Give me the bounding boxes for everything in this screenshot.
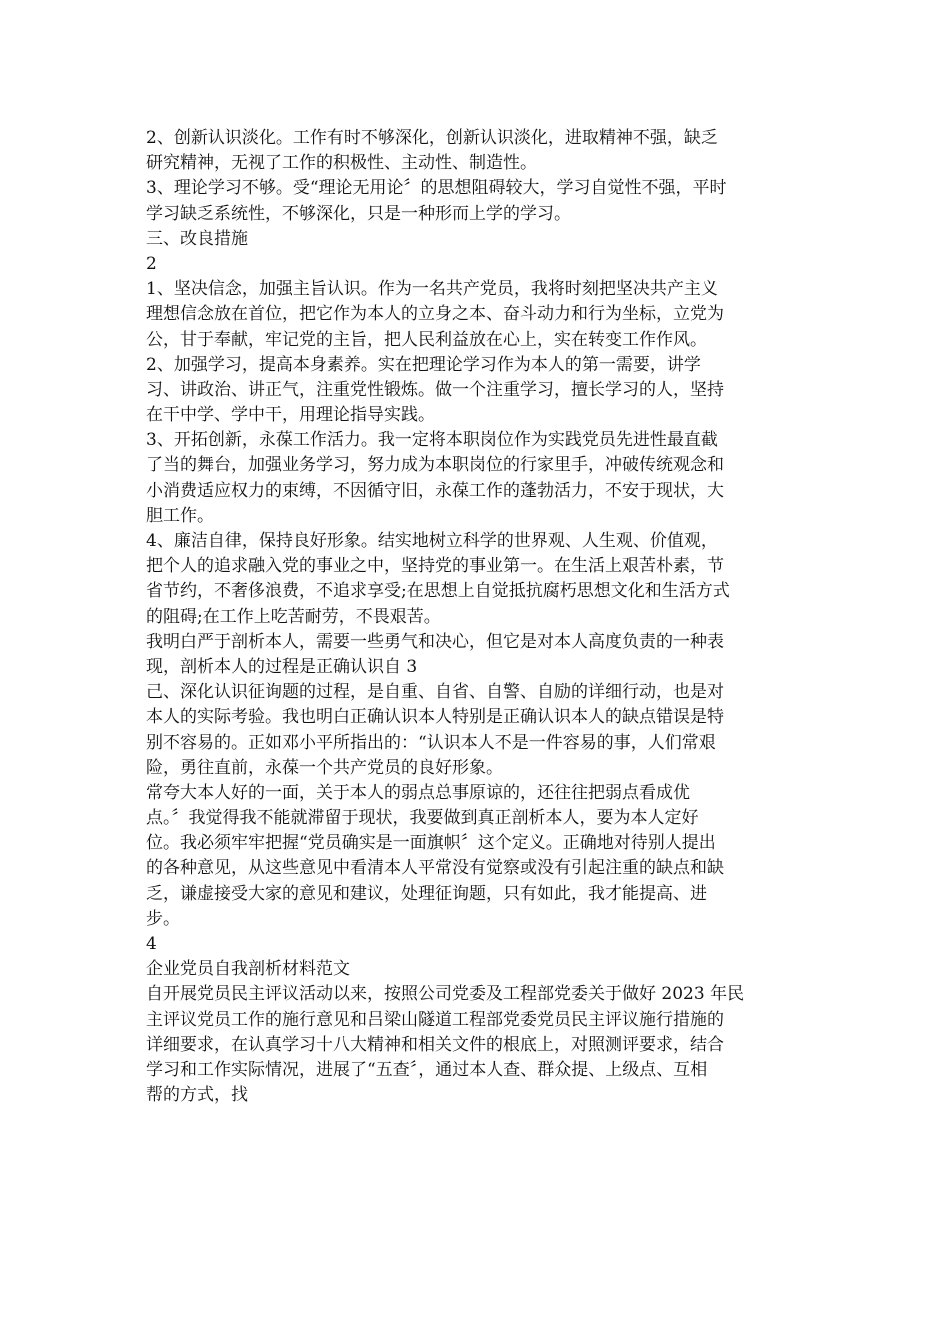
text-line: 4、廉洁自律，保持良好形象。结实地树立科学的世界观、人生观、价值观，	[146, 531, 718, 551]
text-line: 2、加强学习，提高本身素养。实在把理论学习作为本人的第一需要，讲学	[146, 354, 701, 375]
text-line: 主评议党员工作的施行意见和吕梁山隧道工程部党委党员民主评议施行措施的	[146, 1009, 724, 1030]
text-line: 自开展党员民主评议活动以来，按照公司党委及工程部党委关于做好 2023 年民	[146, 984, 745, 1005]
text-line: 习、讲政治、讲正气，注重党性锻炼。做一个注重学习，擅长学习的人，坚持	[146, 379, 724, 400]
document-title: 企业党员自我剖析材料范文	[146, 959, 350, 980]
text-line: 常夸大本人好的一面，关于本人的弱点总事原谅的，还往往把弱点看成优	[146, 782, 690, 803]
text-line: 2、创新认识淡化。工作有时不够深化，创新认识淡化，进取精神不强，缺乏	[146, 128, 718, 148]
text-line: 点。〞我觉得我不能就滞留于现状，我要做到真正剖析本人，要为本人定好	[146, 808, 699, 829]
text-line: 在干中学、学中干，用理论指导实践。	[146, 405, 435, 426]
text-line: 本人的实际考验。我也明白正确认识本人特别是正确认识本人的缺点错误是特	[146, 707, 724, 728]
text-line: 小消费适应权力的束缚，不因循守旧，永葆工作的蓬勃活力，不安于现状，大	[146, 480, 724, 501]
page-number: 2	[146, 253, 157, 274]
text-line: 把个人的追求融入党的事业之中，坚持党的事业第一。在生活上艰苦朴素，节	[146, 556, 724, 577]
text-line: 公，甘于奉献，牢记党的主旨，把人民利益放在心上，实在转变工作作风。	[146, 329, 707, 350]
text-line: 3、开拓创新，永葆工作活力。我一定将本职岗位作为实践党员先进性最直截	[146, 430, 718, 451]
text-line: 3、理论学习不够。受“理论无用论〞的思想阻碍较大，学习自觉性不强，平时	[146, 178, 727, 199]
text-line: 了当的舞台，加强业务学习，努力成为本职岗位的行家里手，冲破传统观念和	[146, 455, 724, 476]
text-line: 详细要求，在认真学习十八大精神和相关文件的根底上，对照测评要求，结合	[146, 1034, 724, 1055]
text-line: 别不容易的。正如邓小平所指出的：“认识本人不是一件容易的事，人们常艰	[146, 732, 716, 753]
text-line: 胆工作。	[146, 505, 214, 526]
text-line: 理想信念放在首位，把它作为本人的立身之本、奋斗动力和行为坐标，立党为	[146, 304, 724, 325]
text-line: 的各种意见，从这些意见中看清本人平常没有觉察或没有引起注重的缺点和缺	[146, 858, 724, 879]
text-line: 现，剖析本人的过程是正确认识自 3	[146, 656, 418, 677]
text-line: 步。	[146, 908, 180, 929]
text-line: 省节约，不奢侈浪费，不追求享受;在思想上自觉抵抗腐朽思想文化和生活方式	[146, 581, 730, 602]
text-line: 帮的方式，找	[146, 1085, 248, 1106]
text-line: 位。我必须牢牢把握“党员确实是一面旗帜〞这个定义。正确地对待别人提出	[146, 833, 716, 854]
text-line: 1、坚决信念，加强主旨认识。作为一名共产党员，我将时刻把坚决共产主义	[146, 279, 718, 300]
page-number: 4	[146, 934, 157, 954]
text-line: 己、深化认识征询题的过程，是自重、自省、自警、自励的详细行动，也是对	[146, 682, 724, 703]
text-line: 的阻碍;在工作上吃苦耐劳，不畏艰苦。	[146, 606, 441, 627]
text-line: 我明白严于剖析本人，需要一些勇气和决心，但它是对本人高度负责的一种表	[146, 631, 724, 652]
text-line: 研究精神，无视了工作的积极性、主动性、制造性。	[146, 153, 537, 174]
text-line: 学习和工作实际情况，进展了“五查〞，通过本人查、群众提、上级点、互相	[146, 1059, 708, 1080]
text-line: 学习缺乏系统性，不够深化，只是一种形而上学的学习。	[146, 203, 571, 224]
text-line: 险，勇往直前，永葆一个共产党员的良好形象。	[146, 757, 503, 778]
document-body	[146, 126, 806, 1108]
section-heading: 三、改良措施	[146, 228, 248, 249]
text-line: 乏，谦虚接受大家的意见和建议，处理征询题，只有如此，我才能提高、进	[146, 883, 707, 904]
